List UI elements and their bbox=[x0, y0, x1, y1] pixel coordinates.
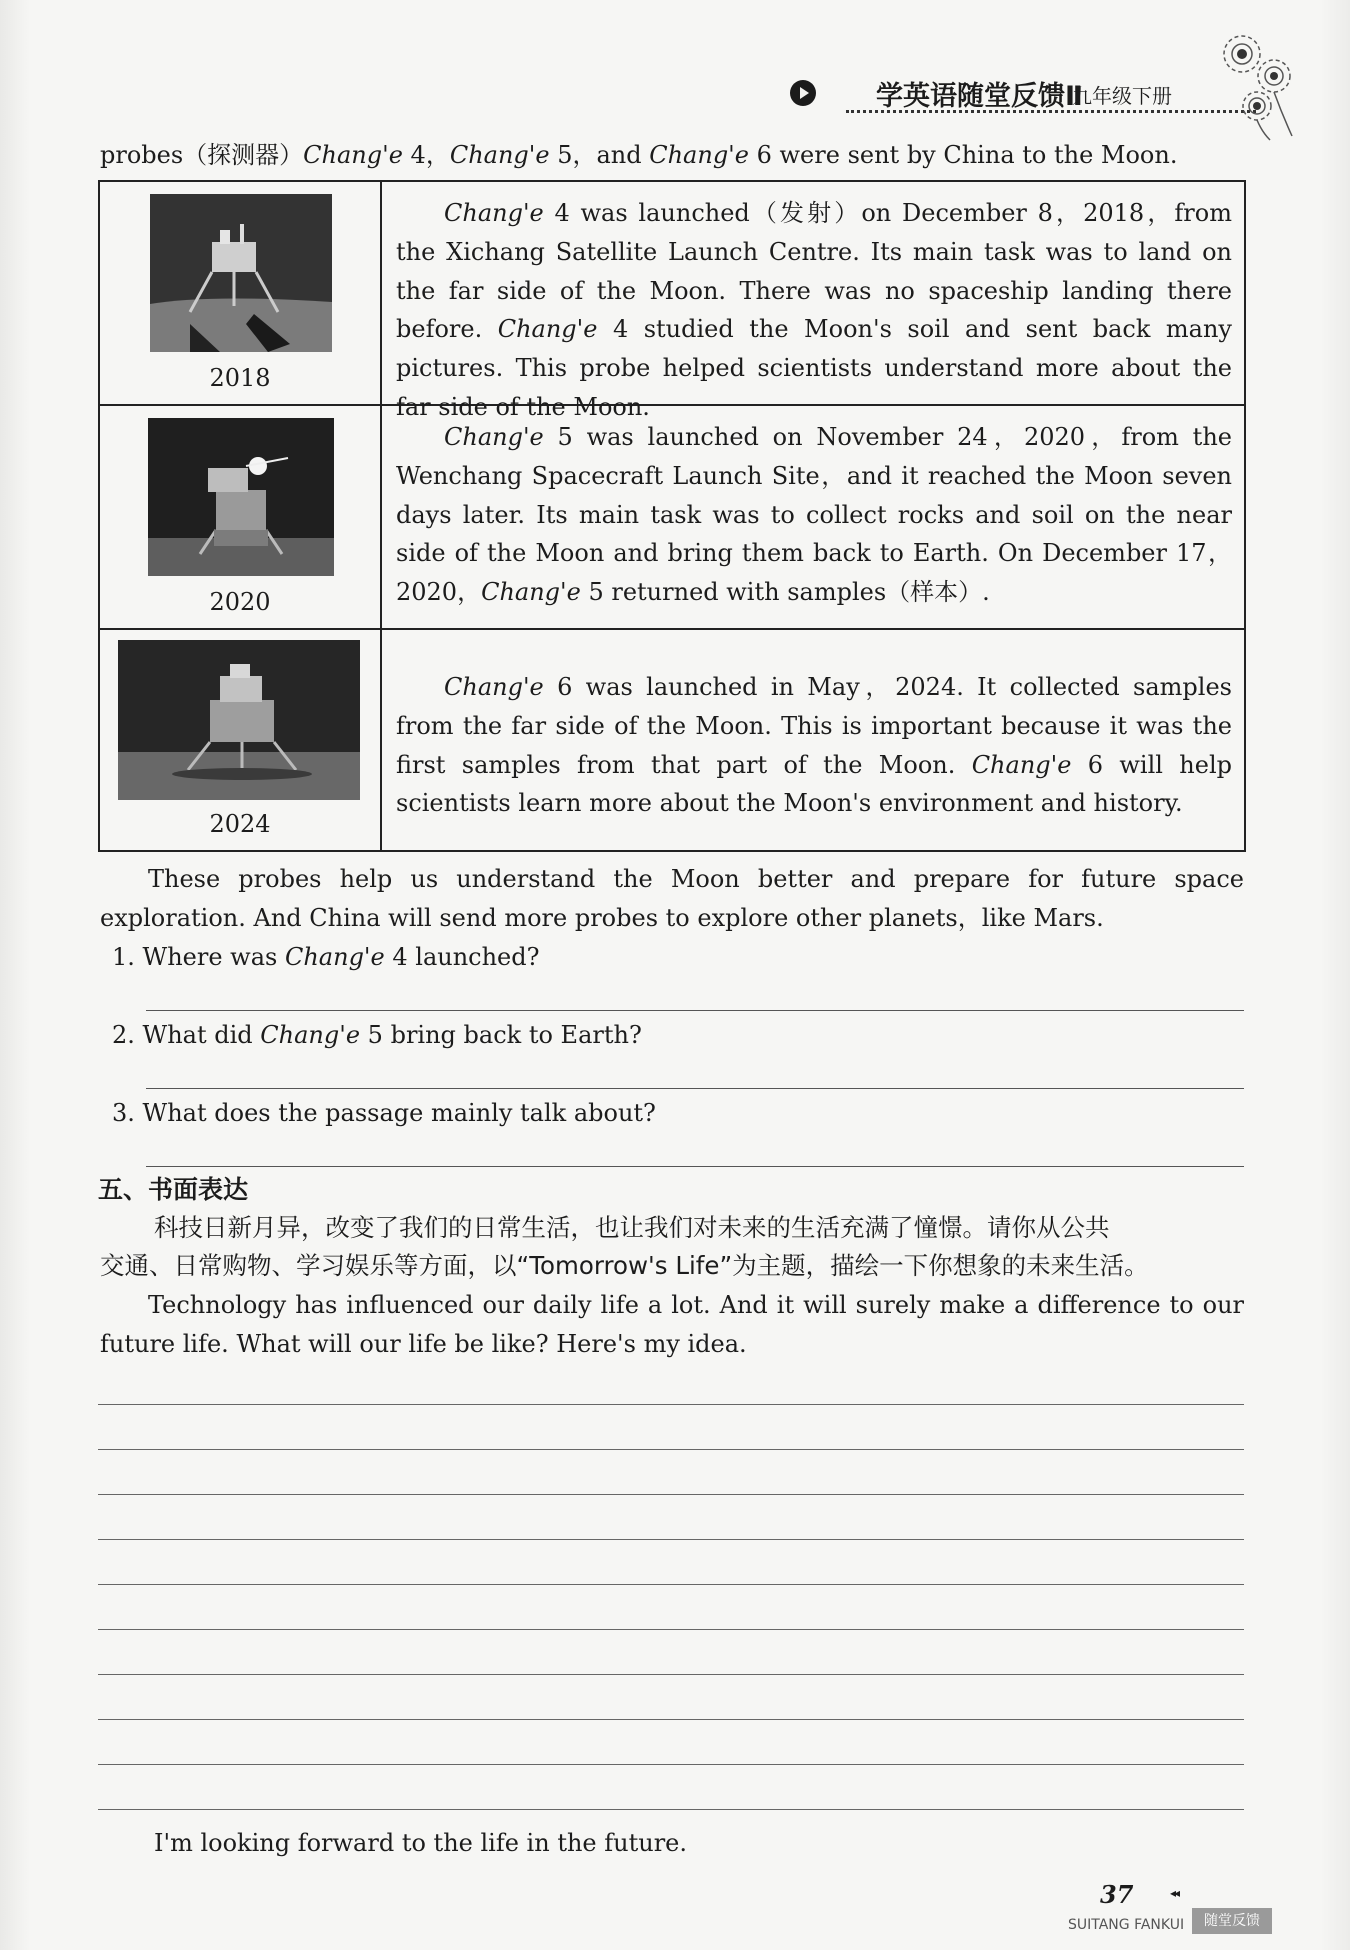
double-arrow-icon: ◂◂ bbox=[1170, 1886, 1179, 1900]
probe-name: Chang'e bbox=[444, 423, 544, 451]
row-text: 5 returned with samples（样本）. bbox=[580, 578, 990, 607]
probe-name: Chang'e bbox=[284, 943, 385, 971]
probe-name: Chang'e bbox=[260, 1021, 361, 1049]
probe-name: Chang'e bbox=[449, 141, 550, 169]
row-text: 6 will help scientists learn more about the Moon's environment and history. bbox=[396, 750, 1232, 818]
section-title: 五、书面表达 bbox=[98, 1175, 249, 1204]
question-text: Where was bbox=[142, 943, 285, 971]
question-3 bbox=[112, 1094, 656, 1133]
flower-decoration-icon bbox=[1212, 24, 1312, 144]
intro-text: 4， bbox=[402, 141, 450, 169]
play-icon bbox=[790, 80, 816, 106]
writing-prompt: Technology has influenced our daily life a lot. And it will surely make a difference to our future life. What will our life be like? Here's my idea. bbox=[100, 1291, 1244, 1358]
row-text: 4 was launched（发射）on December 8，2018，from the Xichang Satellite Launch Centre. Its main task was to land on the far side of the Moon. There was no spaceship landing there before. bbox=[396, 199, 1232, 344]
question-1 bbox=[112, 938, 540, 977]
row-text: 4 studied the Moon's soil and sent back many pictures. This probe helped scientists understand more about the far side of the Moon. bbox=[396, 315, 1232, 421]
change-6-photo bbox=[118, 640, 360, 800]
book-subtitle: 九年级下册 bbox=[1072, 84, 1172, 108]
intro-text: 5，and bbox=[549, 141, 650, 169]
intro-line bbox=[100, 136, 1177, 175]
probe-name: Chang'e bbox=[497, 315, 598, 344]
footer-badge: 随堂反馈 bbox=[1192, 1908, 1272, 1934]
row-description bbox=[396, 418, 1232, 612]
question-text: What does the passage mainly talk about? bbox=[142, 1099, 656, 1127]
intro-pre: probes（探测器） bbox=[100, 141, 304, 169]
probe-name: Chang'e bbox=[481, 578, 581, 607]
probe-name: Chang'e bbox=[971, 750, 1072, 779]
writing-line[interactable] bbox=[98, 1629, 1244, 1630]
question-2 bbox=[112, 1016, 642, 1055]
book-title: 学英语随堂反馈Ⅱ bbox=[876, 81, 1083, 112]
question-text: 4 launched? bbox=[384, 943, 540, 971]
writing-line[interactable] bbox=[98, 1449, 1244, 1450]
probe-table bbox=[98, 180, 1246, 852]
question-number: 1. bbox=[112, 943, 135, 971]
change-5-photo bbox=[148, 418, 334, 576]
answer-line-1[interactable] bbox=[146, 1010, 1244, 1011]
probe-name: Chang'e bbox=[303, 141, 403, 169]
page-number: 37 bbox=[1100, 1880, 1134, 1909]
answer-line-2[interactable] bbox=[146, 1088, 1244, 1089]
row-text: 5 was launched on November 24，2020，from the Wenchang Spacecraft Launch Site，and it reached the Moon seven days later. Its main task was to collect rocks and soil on the near side of the Moon and bring them back to Earth. On December 17，2020， bbox=[396, 423, 1232, 607]
closing-paragraph: These probes help us understand the Moon better and prepare for future space exploration. And China will send more probes to explore other planets，like Mars. bbox=[100, 865, 1244, 932]
question-text: What did bbox=[142, 1021, 261, 1049]
table-row bbox=[100, 182, 1244, 421]
year-label: 2018 bbox=[209, 364, 271, 392]
probe-name: Chang'e bbox=[649, 141, 749, 169]
writing-line[interactable] bbox=[98, 1764, 1244, 1765]
table-row bbox=[100, 406, 1244, 630]
year-label: 2024 bbox=[209, 810, 271, 838]
footer-label: SUITANG FANKUI bbox=[1068, 1917, 1185, 1933]
table-row bbox=[100, 630, 1244, 852]
writing-line[interactable] bbox=[98, 1719, 1244, 1720]
question-number: 3. bbox=[112, 1099, 135, 1127]
writing-instruction-line-1: 科技日新月异，改变了我们的日常生活，也让我们对未来的生活充满了憧憬。请你从公共 bbox=[154, 1213, 1110, 1242]
writing-line[interactable] bbox=[98, 1404, 1244, 1405]
question-number: 2. bbox=[112, 1021, 135, 1049]
writing-line[interactable] bbox=[98, 1674, 1244, 1675]
answer-line-3[interactable] bbox=[146, 1166, 1244, 1167]
writing-line[interactable] bbox=[98, 1584, 1244, 1585]
question-text: 5 bring back to Earth? bbox=[360, 1021, 642, 1049]
writing-ending: I'm looking forward to the life in the future. bbox=[154, 1829, 687, 1857]
writing-line[interactable] bbox=[98, 1539, 1244, 1540]
probe-name: Chang'e bbox=[444, 673, 544, 701]
row-description bbox=[396, 194, 1232, 427]
row-description bbox=[396, 668, 1232, 823]
year-label: 2020 bbox=[209, 588, 271, 616]
writing-line[interactable] bbox=[98, 1494, 1244, 1495]
probe-name: Chang'e bbox=[444, 199, 544, 227]
header-divider bbox=[846, 110, 1256, 113]
intro-text: 6 were sent by China to the Moon. bbox=[748, 141, 1178, 169]
row-text: 6 was launched in May，2024. It collected samples from the far side of the Moon. This is important because it was the first samples from that part of the Moon. bbox=[396, 673, 1232, 779]
writing-instruction-line-2: 交通、日常购物、学习娱乐等方面，以“Tomorrow's Life”为主题，描绘一下你想象的未来生活。 bbox=[100, 1251, 1149, 1280]
change-4-photo bbox=[150, 194, 332, 352]
writing-line[interactable] bbox=[98, 1809, 1244, 1810]
